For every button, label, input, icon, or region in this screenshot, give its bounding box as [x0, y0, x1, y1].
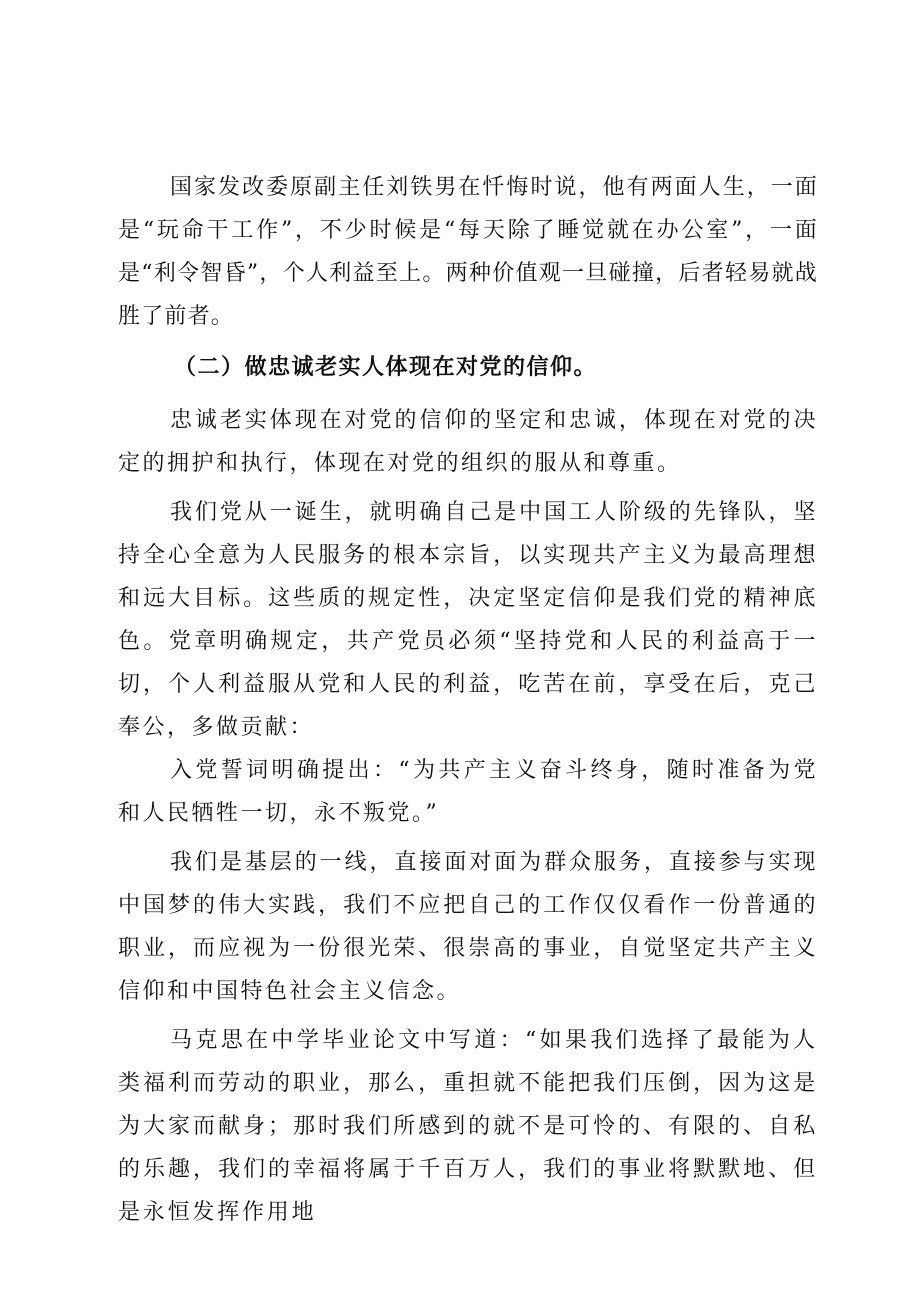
paragraph-party-founding: 我们党从一诞生，就明确自己是中国工人阶级的先锋队，坚持全心全意为人民服务的根本宗旨，以实现共产主义为最高理想和远大目标。这些质的规定性，决定坚定信仰是我们党的精神底色。党章明确规定，共产党员必须“坚持党和人民的利益高于一切，个人利益服从党和人民的利益，吃苦在前，享受在后，克己奉公，多做贡献： [118, 500, 818, 740]
paragraph-oath: 入党誓词明确提出：“为共产主义奋斗终身，随时准备为党和人民牺牲一切，永不叛党。” [118, 758, 818, 826]
paragraph-loyalty: 忠诚老实体现在对党的信仰的坚定和忠诚，体现在对党的决定的拥护和执行，体现在对党的组织的服从和尊重。 [118, 408, 818, 476]
document-body [118, 166, 818, 1234]
paragraph-grassroots: 我们是基层的一线，直接面对面为群众服务，直接参与实现中国梦的伟大实践，我们不应把自己的工作仅仅看作一份普通的职业，而应视为一份很光荣、很崇高的事业，自觉坚定共产主义信仰和中国特色社会主义信念。 [118, 850, 818, 1004]
section-heading-2: （二）做忠诚老实人体现在对党的信仰。 [174, 355, 598, 380]
paragraph-liu-tienan: 国家发改委原副主任刘铁男在忏悔时说，他有两面人生，一面是“玩命干工作”，不少时候是“每天除了睡觉就在办公室”，一面是“利令智昏”，个人利益至上。两种价值观一旦碰撞，后者轻易就战胜了前者。 [118, 175, 818, 329]
paragraph-marx-quote: 马克思在中学毕业论文中写道：“如果我们选择了最能为人类福利而劳动的职业，那么，重担就不能把我们压倒，因为这是为大家而献身；那时我们所感到的就不是可怜的、有限的、自私的乐趣，我们的幸福将属于千百万人，我们的事业将默默地、但是永恒发挥作用地 [118, 1028, 818, 1225]
